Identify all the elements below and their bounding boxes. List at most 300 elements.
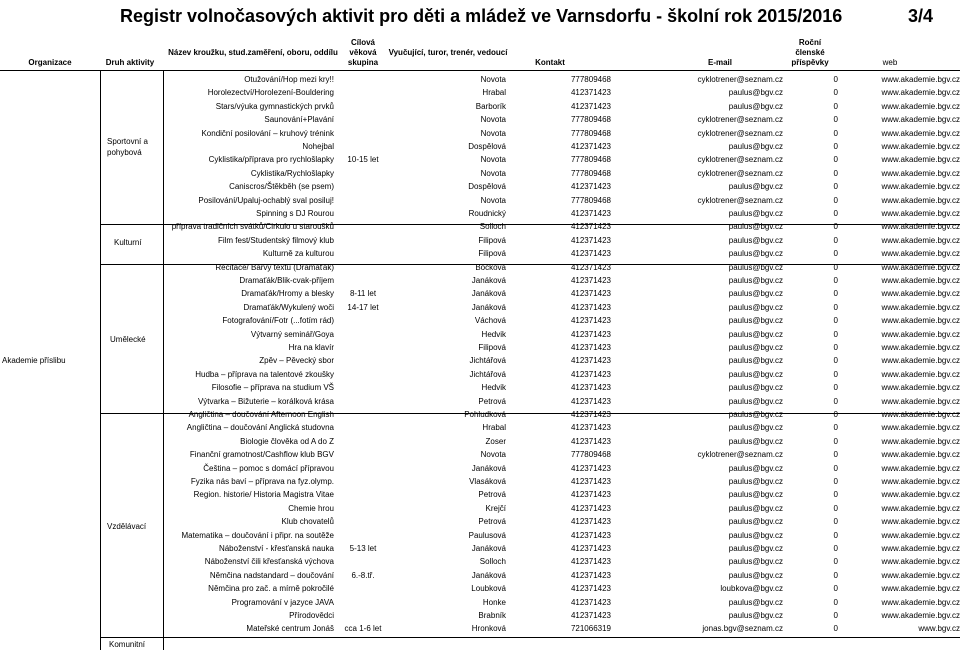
email[interactable]: cyklotrener@seznam.cz — [697, 155, 783, 165]
teacher: Janáková — [471, 289, 506, 299]
teacher: Janáková — [471, 544, 506, 553]
teacher: Novota — [480, 195, 506, 205]
fee: 0 — [833, 450, 838, 460]
teacher: Paulusová — [468, 530, 506, 540]
age-group: 8-11 let — [349, 289, 377, 299]
email[interactable]: paulus@bgv.cz — [728, 436, 783, 446]
age-group — [338, 261, 388, 274]
teacher: Filipová — [478, 343, 506, 352]
website[interactable]: www.akademie.bgv.cz — [881, 517, 960, 527]
email[interactable]: paulus@bgv.cz — [728, 142, 783, 151]
age-group — [338, 354, 388, 367]
age-group — [338, 328, 388, 341]
header-web: web — [882, 58, 898, 67]
phone: 412371423 — [570, 302, 611, 312]
website[interactable]: www.akademie.bgv.cz — [881, 222, 960, 232]
activity-name: Cyklistika/Rychlošlapky — [250, 168, 334, 178]
activity-name: Výtvarný seminář/Goya — [250, 329, 334, 339]
fee: 0 — [833, 343, 838, 352]
teacher: Váchová — [474, 316, 506, 326]
website[interactable]: www.akademie.bgv.cz — [881, 557, 960, 567]
fee: 0 — [833, 584, 838, 594]
fee: 0 — [833, 383, 838, 393]
activity-name: Dramaťák/Blik-cvak-příjem — [239, 276, 334, 285]
email[interactable]: jonas.bgv@seznam.cz — [702, 624, 783, 634]
activity-name: Film fest/Studentský filmový klub — [217, 235, 334, 245]
activity-name: Dramaťák/Hromy a blesky — [241, 289, 334, 299]
teacher: Janáková — [471, 302, 506, 312]
age-group: 14-17 let — [347, 302, 379, 312]
col-divider-org — [100, 70, 101, 650]
email[interactable]: paulus@bgv.cz — [728, 88, 783, 98]
teacher: Brabník — [478, 611, 506, 620]
group-rule-4 — [100, 637, 960, 638]
phone: 412371423 — [570, 517, 611, 527]
phone: 777809468 — [570, 115, 611, 125]
fee: 0 — [833, 75, 838, 84]
phone: 412371423 — [570, 584, 611, 594]
phone: 412371423 — [570, 544, 611, 553]
activity-name: Finanční gramotnost/Cashflow klub BGV — [189, 450, 334, 460]
phone: 412371423 — [570, 490, 611, 500]
page-title — [120, 6, 934, 27]
activity-name: Němčina pro zač. a mírně pokročilé — [208, 584, 334, 594]
phone: 412371423 — [570, 276, 611, 285]
header-prispevky: Roční členské příspěvky — [791, 38, 829, 67]
phone: 412371423 — [570, 557, 611, 567]
fee: 0 — [833, 396, 838, 406]
fee: 0 — [833, 490, 838, 500]
age-group — [338, 421, 388, 434]
website[interactable]: www.akademie.bgv.cz — [881, 289, 960, 299]
email[interactable]: cyklotrener@seznam.cz — [697, 75, 783, 84]
website[interactable]: www.akademie.bgv.cz — [881, 209, 960, 218]
fee: 0 — [833, 530, 838, 540]
website[interactable]: www.akademie.bgv.cz — [881, 88, 960, 98]
fee: 0 — [833, 128, 838, 138]
email[interactable]: paulus@bgv.cz — [728, 329, 783, 339]
phone: 777809468 — [570, 168, 611, 178]
fee: 0 — [833, 369, 838, 379]
teacher: Janáková — [471, 276, 506, 285]
email[interactable]: paulus@bgv.cz — [728, 302, 783, 312]
teacher: Novota — [480, 450, 506, 460]
email[interactable]: paulus@bgv.cz — [728, 410, 783, 419]
age-group — [338, 448, 388, 461]
phone: 412371423 — [570, 410, 611, 419]
fee: 0 — [833, 597, 838, 607]
phone: 412371423 — [570, 570, 611, 580]
phone: 412371423 — [570, 101, 611, 111]
fee: 0 — [833, 249, 838, 259]
teacher: Hronková — [471, 624, 506, 634]
age-group — [338, 435, 388, 448]
fee: 0 — [833, 557, 838, 567]
website[interactable]: www.akademie.bgv.cz — [881, 611, 960, 620]
website[interactable]: www.akademie.bgv.cz — [881, 450, 960, 460]
organizace-label: Akademie příslibu — [2, 356, 66, 365]
age-group — [338, 488, 388, 501]
phone: 412371423 — [570, 182, 611, 192]
email[interactable]: paulus@bgv.cz — [728, 262, 783, 272]
age-group — [338, 582, 388, 595]
age-group: 5-13 let — [349, 544, 377, 553]
website[interactable]: www.akademie.bgv.cz — [881, 101, 960, 111]
email[interactable]: paulus@bgv.cz — [728, 597, 783, 607]
fee: 0 — [833, 503, 838, 513]
email[interactable]: paulus@bgv.cz — [728, 570, 783, 580]
age-group — [338, 408, 388, 421]
email[interactable]: cyklotrener@seznam.cz — [697, 128, 783, 138]
group-komun: Komunitní — [109, 640, 146, 649]
fee: 0 — [833, 517, 838, 527]
age-group — [338, 140, 388, 153]
activity-name: Němčina nadstandard – doučování — [209, 570, 334, 580]
header-druh: Druh aktivity — [105, 58, 155, 67]
header-nazev: Název kroužku, stud.zaměření, oboru, oddílu — [168, 48, 338, 57]
email[interactable]: paulus@bgv.cz — [728, 611, 783, 620]
teacher: Loubková — [471, 584, 506, 594]
fee: 0 — [833, 235, 838, 245]
phone: 412371423 — [570, 343, 611, 352]
email[interactable]: cyklotrener@seznam.cz — [697, 195, 783, 205]
teacher: Dospělová — [468, 142, 506, 151]
email[interactable]: paulus@bgv.cz — [728, 423, 783, 433]
email[interactable]: paulus@bgv.cz — [728, 544, 783, 553]
activity-name: Recitace/ Barvy textu (Dramaťák) — [215, 262, 334, 272]
teacher: Krejčí — [485, 503, 506, 513]
age-group — [338, 194, 388, 207]
teacher: Hrabal — [482, 423, 506, 433]
email[interactable]: paulus@bgv.cz — [728, 101, 783, 111]
phone: 721066319 — [570, 624, 611, 634]
website[interactable]: www.akademie.bgv.cz — [881, 128, 960, 138]
activity-name: Cyklistika/příprava pro rychlošlapky — [208, 155, 334, 165]
header-vyucujici: Vyučující, turor, trenér, vedoucí — [388, 48, 508, 57]
phone: 777809468 — [570, 155, 611, 165]
website[interactable]: www.akademie.bgv.cz — [881, 182, 960, 192]
group-kultura: Kulturní — [114, 238, 142, 247]
email[interactable]: paulus@bgv.cz — [728, 276, 783, 285]
website[interactable]: www.akademie.bgv.cz — [881, 503, 960, 513]
activity-name: Saunování+Plavání — [264, 115, 334, 125]
age-group — [338, 274, 388, 287]
website[interactable]: www.akademie.bgv.cz — [881, 570, 960, 580]
age-group — [338, 341, 388, 354]
phone: 777809468 — [570, 128, 611, 138]
activity-name: Programování v jazyce JAVA — [231, 597, 334, 607]
teacher: Janáková — [471, 570, 506, 580]
email[interactable]: paulus@bgv.cz — [728, 517, 783, 527]
activity-name: Čeština – pomoc s domácí přípravou — [203, 463, 334, 473]
fee: 0 — [833, 436, 838, 446]
website[interactable]: www.akademie.bgv.cz — [881, 477, 960, 486]
fee: 0 — [833, 477, 838, 486]
activity-name: Posilování/Upaluj-ochablý sval posiluj! — [198, 195, 334, 205]
website[interactable]: www.akademie.bgv.cz — [881, 155, 960, 165]
group-umel: Umělecké — [110, 335, 146, 344]
phone: 412371423 — [570, 423, 611, 433]
age-group — [338, 234, 388, 247]
age-group — [338, 596, 388, 609]
phone: 777809468 — [570, 195, 611, 205]
phone: 412371423 — [570, 369, 611, 379]
age-group — [338, 314, 388, 327]
email[interactable]: paulus@bgv.cz — [728, 209, 783, 218]
activity-name: Kulturně za kulturou — [262, 249, 334, 259]
age-group — [338, 555, 388, 568]
age-group: 10-15 let — [347, 155, 379, 165]
phone: 412371423 — [570, 209, 611, 218]
fee: 0 — [833, 115, 838, 125]
activity-name: Angličtina – doučování Afternoon English — [188, 410, 334, 419]
age-group — [338, 609, 388, 622]
website[interactable]: www.akademie.bgv.cz — [881, 597, 960, 607]
age-group: 6.-8.tř. — [351, 570, 375, 580]
teacher: Petrová — [478, 396, 506, 406]
fee: 0 — [833, 624, 838, 634]
fee: 0 — [833, 423, 838, 433]
teacher: Bočková — [475, 262, 506, 272]
age-group — [338, 100, 388, 113]
website[interactable]: www.akademie.bgv.cz — [881, 490, 960, 500]
age-group — [338, 167, 388, 180]
teacher: Filipová — [478, 249, 506, 259]
website[interactable]: www.akademie.bgv.cz — [881, 168, 960, 178]
fee: 0 — [833, 276, 838, 285]
activity-name: Caniscros/Štěkběh (se psem) — [229, 182, 334, 192]
fee: 0 — [833, 611, 838, 620]
activity-name: Matematika – doučování i připr. na soutěže — [181, 530, 334, 540]
fee: 0 — [833, 329, 838, 339]
website[interactable]: www.akademie.bgv.cz — [881, 544, 960, 553]
age-group — [338, 113, 388, 126]
email[interactable]: paulus@bgv.cz — [728, 182, 783, 192]
phone: 412371423 — [570, 249, 611, 259]
email[interactable]: paulus@bgv.cz — [728, 530, 783, 540]
age-group — [338, 247, 388, 260]
website[interactable]: www.akademie.bgv.cz — [881, 262, 960, 272]
teacher: Petrová — [478, 517, 506, 527]
email[interactable]: paulus@bgv.cz — [728, 316, 783, 326]
email[interactable]: paulus@bgv.cz — [728, 356, 783, 366]
website[interactable]: www.akademie.bgv.cz — [881, 329, 960, 339]
website[interactable]: www.akademie.bgv.cz — [881, 115, 960, 125]
page-number: 3/4 — [908, 6, 934, 26]
website[interactable]: www.akademie.bgv.cz — [881, 316, 960, 326]
fee: 0 — [833, 289, 838, 299]
fee: 0 — [833, 182, 838, 192]
email[interactable]: paulus@bgv.cz — [728, 343, 783, 352]
website[interactable]: www.akademie.bgv.cz — [881, 530, 960, 540]
activity-name: Kondiční posilování – kruhový trénink — [201, 128, 334, 138]
email[interactable]: cyklotrener@seznam.cz — [697, 450, 783, 460]
email[interactable]: paulus@bgv.cz — [728, 369, 783, 379]
fee: 0 — [833, 142, 838, 151]
email[interactable]: paulus@bgv.cz — [728, 463, 783, 473]
phone: 412371423 — [570, 463, 611, 473]
teacher: Vlasáková — [469, 477, 506, 486]
phone: 412371423 — [570, 262, 611, 272]
website[interactable]: www.akademie.bgv.cz — [881, 436, 960, 446]
age-group — [338, 529, 388, 542]
fee: 0 — [833, 155, 838, 165]
website[interactable]: www.akademie.bgv.cz — [881, 584, 960, 594]
teacher: Honke — [482, 597, 506, 607]
activity-name: příprava tradičních svátků/Cirkulo u staroušků — [171, 222, 334, 232]
teacher: Hrabal — [482, 88, 506, 98]
teacher: Novota — [480, 155, 506, 165]
phone: 412371423 — [570, 503, 611, 513]
phone: 777809468 — [570, 75, 611, 84]
fee: 0 — [833, 316, 838, 326]
email[interactable]: paulus@bgv.cz — [728, 289, 783, 299]
phone: 412371423 — [570, 222, 611, 232]
age-group — [338, 381, 388, 394]
age-group — [338, 475, 388, 488]
header-organizace: Organizace — [28, 58, 72, 67]
teacher: Jichtářová — [469, 356, 506, 366]
fee: 0 — [833, 544, 838, 553]
website[interactable]: www.akademie.bgv.cz — [881, 463, 960, 473]
email[interactable]: paulus@bgv.cz — [728, 383, 783, 393]
age-group — [338, 207, 388, 220]
website[interactable]: www.akademie.bgv.cz — [881, 343, 960, 352]
teacher: Dospělová — [468, 182, 506, 192]
header-email: E-mail — [707, 58, 732, 67]
teacher: Novota — [480, 128, 506, 138]
fee: 0 — [833, 101, 838, 111]
activity-name: Horolezectví/Horolezení-Bouldering — [207, 88, 334, 98]
fee: 0 — [833, 302, 838, 312]
website[interactable]: www.akademie.bgv.cz — [881, 356, 960, 366]
activity-name: Region. historie/ Historia Magistra Vitae — [193, 490, 334, 500]
activity-name: Angličtina – doučování Anglická studovna — [186, 423, 334, 433]
age-group — [338, 127, 388, 140]
header-cilova: Cílová věková skupina — [347, 38, 379, 67]
activity-name: Chemie hrou — [288, 503, 334, 513]
phone: 412371423 — [570, 316, 611, 326]
phone: 412371423 — [570, 477, 611, 486]
phone: 412371423 — [570, 597, 611, 607]
teacher: Hedvik — [481, 383, 506, 393]
phone: 777809468 — [570, 450, 611, 460]
fee: 0 — [833, 195, 838, 205]
age-group — [338, 395, 388, 408]
teacher: Solloch — [479, 557, 506, 567]
age-group — [338, 220, 388, 233]
phone: 412371423 — [570, 356, 611, 366]
teacher: Novota — [480, 115, 506, 125]
phone: 412371423 — [570, 88, 611, 98]
phone: 412371423 — [570, 436, 611, 446]
teacher: Novota — [480, 75, 506, 84]
website[interactable]: www.akademie.bgv.cz — [881, 410, 960, 419]
fee: 0 — [833, 209, 838, 218]
email[interactable]: cyklotrener@seznam.cz — [697, 115, 783, 125]
email[interactable]: paulus@bgv.cz — [728, 222, 783, 232]
email[interactable]: cyklotrener@seznam.cz — [697, 168, 783, 178]
activity-name: Fotografování/Fotr (...fotím rád) — [222, 316, 334, 326]
phone: 412371423 — [570, 530, 611, 540]
website[interactable]: www.akademie.bgv.cz — [881, 383, 960, 393]
teacher: Roudnický — [468, 209, 506, 218]
activity-name: Dramaťák/Wykulený woči — [243, 302, 334, 312]
website[interactable]: www.akademie.bgv.cz — [881, 249, 960, 259]
activity-name: Filosofie – příprava na studium VŠ — [211, 383, 334, 393]
activity-name: Hra na klavír — [288, 343, 334, 352]
fee: 0 — [833, 410, 838, 419]
activity-name: Náboženství čili křesťanská výchova — [204, 557, 334, 567]
activity-name: Klub chovatelů — [281, 517, 334, 527]
teacher: Solloch — [479, 222, 506, 232]
teacher: Pohludková — [464, 410, 506, 419]
fee: 0 — [833, 168, 838, 178]
group-vzdel: Vzdělávací — [107, 522, 147, 531]
teacher: Jichtářová — [469, 369, 506, 379]
header-kontakt: Kontakt — [535, 58, 565, 67]
website[interactable]: www.akademie.bgv.cz — [881, 396, 960, 406]
activity-name: Otužování/Hop mezi kry!! — [244, 75, 334, 84]
website[interactable]: www.bgv.cz — [918, 624, 960, 634]
age-group — [338, 180, 388, 193]
activity-name: Stars/výuka gymnastických prvků — [215, 101, 334, 111]
teacher: Petrová — [478, 490, 506, 500]
age-group — [338, 502, 388, 515]
age-group — [338, 368, 388, 381]
title-text: Registr volnočasových aktivit pro děti a mládež ve Varnsdorfu - školní rok 2015/2016 — [120, 6, 843, 26]
email[interactable]: paulus@bgv.cz — [728, 249, 783, 259]
teacher: Filipová — [478, 235, 506, 245]
teacher: Zoser — [485, 436, 506, 446]
teacher: Janáková — [471, 463, 506, 473]
age-group — [338, 86, 388, 99]
phone: 412371423 — [570, 611, 611, 620]
website[interactable]: www.akademie.bgv.cz — [881, 276, 960, 285]
email[interactable]: paulus@bgv.cz — [728, 235, 783, 245]
email[interactable]: loubkova@bgv.cz — [720, 584, 783, 594]
email[interactable]: paulus@bgv.cz — [728, 557, 783, 567]
website[interactable]: www.akademie.bgv.cz — [881, 75, 960, 84]
fee: 0 — [833, 463, 838, 473]
header-rule — [0, 70, 960, 71]
fee: 0 — [833, 262, 838, 272]
website[interactable]: www.akademie.bgv.cz — [881, 423, 960, 433]
website[interactable]: www.akademie.bgv.cz — [881, 195, 960, 205]
activity-name: Výtvarka – Bižuterie – korálková krása — [197, 396, 334, 406]
activity-name: Biologie člověka od A do Z — [240, 436, 334, 446]
email[interactable]: paulus@bgv.cz — [728, 503, 783, 513]
phone: 412371423 — [570, 329, 611, 339]
email[interactable]: paulus@bgv.cz — [728, 477, 783, 486]
age-group — [338, 515, 388, 528]
activity-name: Náboženství - křesťanská nauka — [218, 544, 334, 553]
phone: 412371423 — [570, 383, 611, 393]
fee: 0 — [833, 356, 838, 366]
fee: 0 — [833, 88, 838, 98]
teacher: Novota — [480, 168, 506, 178]
email[interactable]: paulus@bgv.cz — [728, 490, 783, 500]
website[interactable]: www.akademie.bgv.cz — [881, 142, 960, 151]
email[interactable]: paulus@bgv.cz — [728, 396, 783, 406]
website[interactable]: www.akademie.bgv.cz — [881, 235, 960, 245]
teacher: Barborík — [475, 101, 506, 111]
website[interactable]: www.akademie.bgv.cz — [881, 369, 960, 379]
teacher: Hedvik — [481, 329, 506, 339]
phone: 412371423 — [570, 235, 611, 245]
website[interactable]: www.akademie.bgv.cz — [881, 302, 960, 312]
phone: 412371423 — [570, 142, 611, 151]
